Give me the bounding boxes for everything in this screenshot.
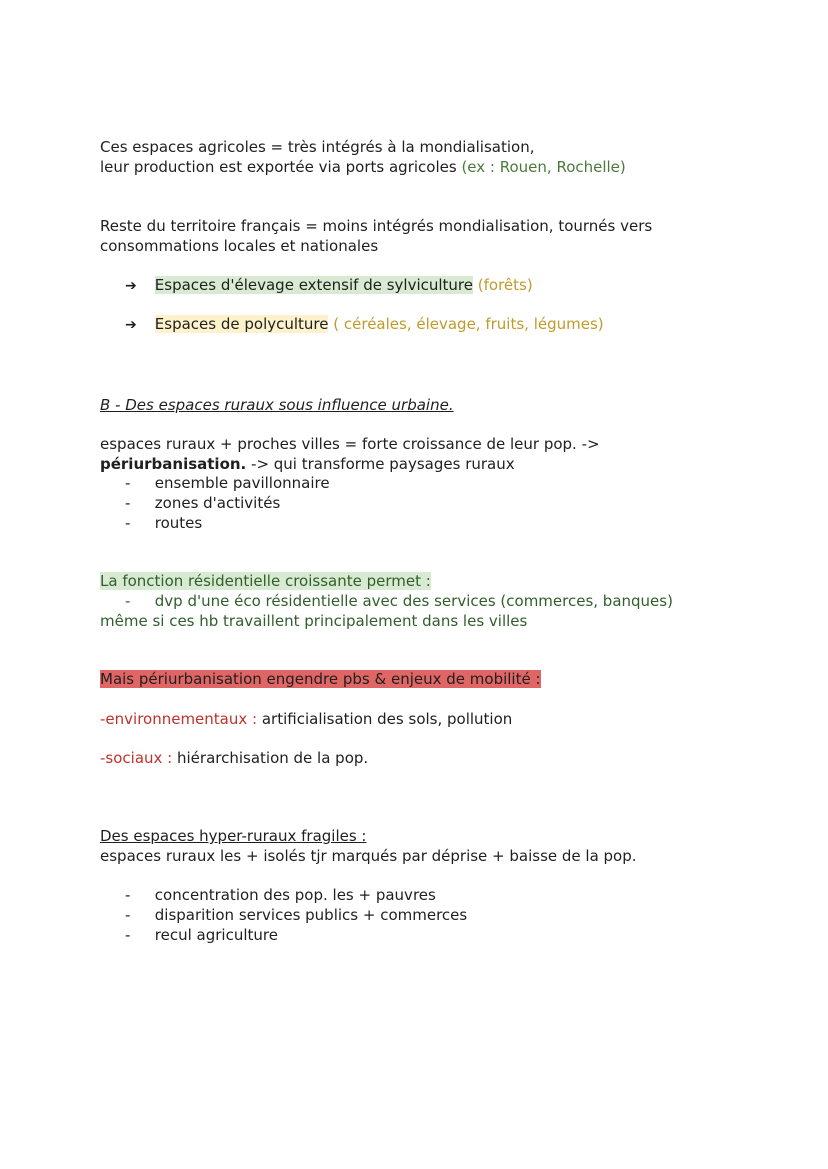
territory-line-2: consommations locales et nationales	[100, 237, 379, 255]
residential-heading-text: La fonction résidentielle croissante permet :	[100, 572, 431, 590]
arrow-item-note: ( céréales, élevage, fruits, légumes)	[333, 315, 604, 333]
problems-heading	[100, 669, 541, 689]
social-label: -sociaux :	[100, 749, 173, 767]
list-item	[125, 885, 436, 905]
agri-line-2-text: leur production est exportée via ports agricoles	[100, 158, 462, 176]
env-label: -environnementaux :	[100, 710, 258, 728]
list-item-text: concentration des pop. les + pauvres	[154, 886, 436, 904]
arrow-item-elevage	[125, 275, 533, 296]
arrow-icon: ➔	[125, 278, 137, 294]
list-item-text: recul agriculture	[154, 926, 278, 944]
list-item-text: routes	[154, 514, 203, 532]
territory-line-1: Reste du territoire français = moins intégrés mondialisation, tournés vers	[100, 217, 653, 235]
agri-line-2	[100, 157, 626, 177]
residential-heading	[100, 571, 431, 591]
dash-marker: -	[125, 514, 131, 532]
list-item	[125, 905, 467, 925]
section-b-line-1: espaces ruraux + proches villes = forte croissance de leur pop. ->	[100, 435, 600, 453]
dash-marker: -	[125, 886, 131, 904]
social-text: hiérarchisation de la pop.	[177, 749, 369, 767]
list-item-text: zones d'activités	[154, 494, 281, 512]
list-item-text: dvp d'une éco résidentielle avec des services (commerces, banques)	[154, 592, 673, 610]
list-item-text: disparition services publics + commerces	[154, 906, 468, 924]
list-item	[125, 925, 278, 945]
arrow-item-note: (forêts)	[477, 276, 533, 294]
section-b-line-2	[100, 454, 515, 474]
arrow-item-highlight: Espaces d'élevage extensif de sylviculture	[154, 276, 473, 294]
section-b-heading: B - Des espaces ruraux sous influence urbaine.	[100, 396, 454, 414]
list-item-text: ensemble pavillonnaire	[154, 474, 330, 492]
dash-marker: -	[125, 494, 131, 512]
social-problems	[100, 748, 368, 768]
dash-marker: -	[125, 592, 131, 610]
dash-marker: -	[125, 906, 131, 924]
list-item	[125, 493, 280, 513]
hyper-line: espaces ruraux les + isolés tjr marqués par déprise + baisse de la pop.	[100, 847, 637, 865]
dash-marker: -	[125, 926, 131, 944]
arrow-item-polyculture	[125, 314, 604, 335]
arrow-icon: ➔	[125, 317, 137, 333]
section-b-line-2-rest: -> qui transforme paysages ruraux	[251, 455, 515, 473]
list-item	[125, 513, 202, 533]
env-problems	[100, 709, 512, 729]
env-text: artificialisation des sols, pollution	[261, 710, 513, 728]
agri-line-1: Ces espaces agricoles = très intégrés à la mondialisation,	[100, 138, 535, 156]
dash-marker: -	[125, 474, 131, 492]
hyper-heading: Des espaces hyper-ruraux fragiles :	[100, 827, 367, 845]
list-item	[125, 473, 330, 493]
problems-heading-text: Mais périurbanisation engendre pbs & enjeux de mobilité :	[100, 670, 541, 688]
residential-line: même si ces hb travaillent principalement dans les villes	[100, 612, 528, 630]
ports-example: (ex : Rouen, Rochelle)	[461, 158, 626, 176]
arrow-item-highlight: Espaces de polyculture	[154, 315, 329, 333]
list-item	[125, 591, 673, 611]
periurbanisation-term: périurbanisation.	[100, 455, 247, 473]
